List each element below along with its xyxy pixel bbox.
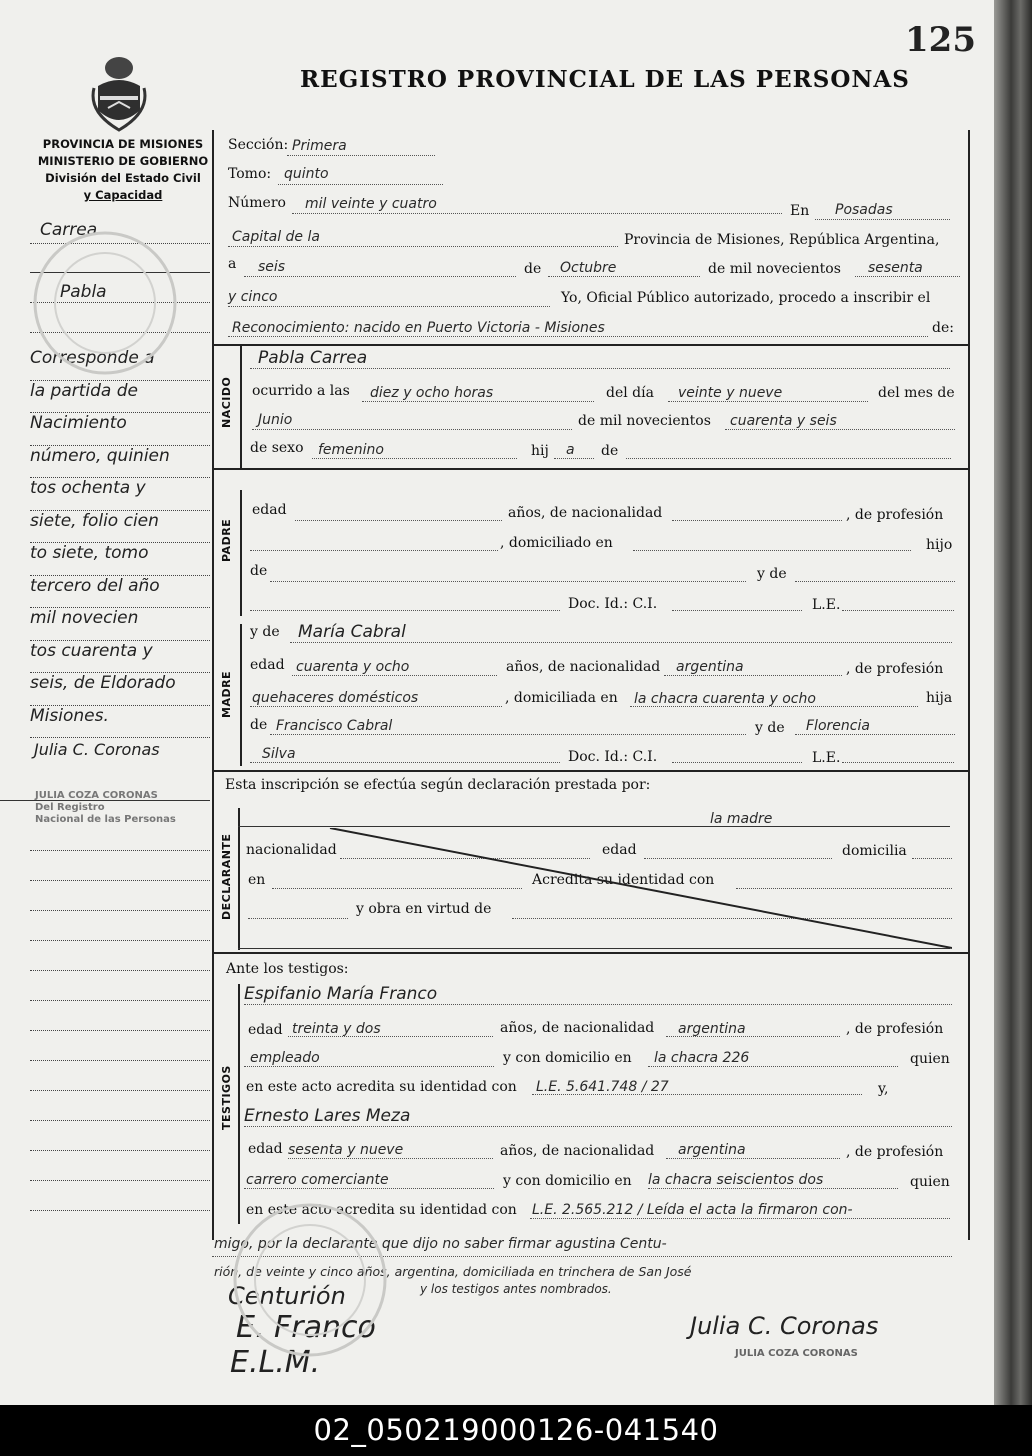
nacido-mes-value: Junio — [258, 412, 293, 428]
padre-nacionalidad-label: años, de nacionalidad — [508, 505, 663, 521]
margin-note-line: tos cuarenta y — [30, 641, 210, 674]
margin-note-line: tos ochenta y — [30, 478, 210, 511]
org-line-1: PROVINCIA DE MISIONES — [42, 137, 204, 151]
hij-label: hij — [531, 443, 549, 459]
document-id-footer: 02_050219000126-041540 — [0, 1405, 1032, 1456]
testigo-2-acredita-label: en este acto acredita su identidad con — [246, 1202, 517, 1218]
madre-section-label: MADRE — [220, 670, 233, 718]
madre-domicilio-value: la chacra cuarenta y ocho — [634, 691, 816, 707]
official-stamp: JULIA COZA CORONAS — [735, 1348, 858, 1359]
testigo-2-edad-label: edad — [248, 1141, 283, 1157]
testigo-1-documento: L.E. 5.641.748 / 27 — [536, 1079, 669, 1095]
declarante-domicilia-label: domicilia — [842, 843, 907, 859]
book-binding — [994, 0, 1032, 1405]
testigo-2-name: Ernesto Lares Meza — [244, 1106, 411, 1126]
declarante-value: la madre — [710, 811, 773, 827]
testigo-1-profesion-value: empleado — [250, 1050, 320, 1066]
anio-label: de mil novecientos — [708, 261, 841, 277]
margin-note-line: mil novecien — [30, 608, 210, 641]
madre-madre-value-2: Silva — [262, 746, 296, 762]
official-signature: Julia C. Coronas — [690, 1312, 879, 1340]
a-label: a — [228, 256, 237, 272]
madre-nacionalidad-value: argentina — [676, 659, 744, 675]
org-line-4: y Capacidad — [83, 188, 163, 202]
nacido-de-label: de — [601, 443, 619, 459]
acto-value: Reconocimiento: nacido en Puerto Victoria - Misiones — [232, 320, 605, 336]
numero-label: Número — [228, 195, 286, 211]
padre-de-label: de — [250, 563, 268, 579]
declarante-obra-label: y obra en virtud de — [356, 901, 492, 917]
testigo-2-profesion-value: carrero comerciante — [246, 1172, 389, 1188]
testigo-2-nacionalidad-value: argentina — [678, 1142, 746, 1158]
closing-line-3: y los testigos antes nombrados. — [420, 1282, 612, 1296]
madre-nacionalidad-label: años, de nacionalidad — [506, 659, 661, 675]
nacido-anio-label: de mil novecientos — [578, 413, 711, 429]
margin-note-line: to siete, tomo — [30, 543, 210, 576]
registry-title: REGISTRO PROVINCIAL DE LAS PERSONAS — [300, 66, 910, 93]
signature-1: Centurión — [228, 1282, 346, 1310]
tomo-label: Tomo: — [228, 166, 272, 182]
madre-y-de-label: y de — [250, 624, 280, 640]
margin-stamp-line-3: Nacional de las Personas — [35, 814, 176, 825]
madre-edad-value: cuarenta y ocho — [296, 659, 410, 675]
madre-profesion-label: , de profesión — [846, 661, 944, 677]
del-dia-label: del día — [606, 385, 654, 401]
form-right-border — [968, 130, 970, 1240]
seal-mark-icon — [230, 1200, 390, 1360]
padre-y-de-label: y de — [757, 566, 787, 582]
nacido-name-value: Pabla Carrea — [258, 348, 368, 368]
testigo-2-nacionalidad-label: años, de nacionalidad — [500, 1143, 655, 1159]
dia-value: seis — [258, 259, 286, 275]
margin-note-line: siete, folio cien — [30, 511, 210, 544]
seal-mark-icon — [30, 228, 180, 378]
de-end-label: de: — [932, 320, 954, 336]
testigo-1-edad-value: treinta y dos — [292, 1021, 381, 1037]
padre-top-rule — [212, 468, 968, 470]
anio-value: sesenta — [868, 260, 923, 276]
anio-value-2: y cinco — [228, 289, 278, 305]
testigo-2-edad-value: sesenta y nueve — [288, 1142, 404, 1158]
madre-le-label: L.E. — [812, 750, 841, 766]
margin-note — [30, 348, 210, 738]
testigo-2-documento: L.E. 2.565.212 / Leída el acta la firmaron con- — [532, 1202, 853, 1218]
sexo-value: femenino — [318, 442, 384, 458]
madre-madre-value: Florencia — [806, 718, 870, 734]
nacido-side-rule — [240, 344, 242, 468]
madre-y-de2-label: y de — [755, 720, 785, 736]
madre-profesion-value: quehaceres domésticos — [252, 690, 419, 706]
testigo-2-domicilio-value: la chacra seiscientos dos — [648, 1172, 824, 1188]
padre-domicilio-label: , domiciliado en — [500, 535, 613, 551]
madre-edad-label: edad — [250, 657, 285, 673]
nacido-anio-value: cuarenta y seis — [730, 413, 837, 429]
testigo-1-acredita-label: en este acto acredita su identidad con — [246, 1079, 517, 1095]
testigo-2-quien-label: quien — [910, 1174, 950, 1190]
testigo-1-y-label: y, — [878, 1081, 889, 1097]
nacido-top-rule — [212, 344, 968, 346]
page-number: 125 — [905, 20, 976, 60]
padre-le-label: L.E. — [812, 597, 841, 613]
testigo-1-nacionalidad-value: argentina — [678, 1021, 746, 1037]
margin-note-line: tercero del año — [30, 576, 210, 609]
tomo-value: quinto — [284, 166, 329, 182]
form-left-border — [212, 130, 214, 1240]
madre-padre-value: Francisco Cabral — [276, 718, 393, 734]
margin-note-line: seis, de Eldorado — [30, 673, 210, 706]
capital-value: Capital de la — [232, 229, 320, 245]
margin-given-name: Pabla — [60, 282, 107, 302]
margin-stamp-line-1: JULIA COZA CORONAS — [35, 790, 158, 801]
margin-note-line: Corresponde a — [30, 348, 210, 381]
madre-doc-label: Doc. Id.: C.I. — [568, 749, 658, 765]
padre-section-label: PADRE — [220, 518, 233, 562]
declarante-top-rule — [238, 826, 950, 827]
testigo-1-edad-label: edad — [248, 1022, 283, 1038]
closing-line-1: migo, por la declarante que dijo no saber firmar agustina Centu- — [214, 1236, 667, 1252]
org-line-3: División del Estado Civil — [45, 171, 201, 185]
margin-signature: Julia C. Coronas — [34, 740, 160, 759]
declarante-nacionalidad-label: nacionalidad — [246, 842, 337, 858]
madre-hija-label: hija — [926, 690, 953, 706]
hora-value: diez y ocho horas — [370, 385, 494, 401]
testigos-intro: Ante los testigos: — [226, 961, 349, 977]
testigos-side-rule — [238, 984, 240, 1224]
testigo-1-nacionalidad-label: años, de nacionalidad — [500, 1020, 655, 1036]
seccion-value: Primera — [292, 138, 347, 154]
declarante-en-label: en — [248, 872, 266, 888]
testigo-1-quien-label: quien — [910, 1051, 950, 1067]
declarante-edad-label: edad — [602, 842, 637, 858]
signature-2: E. Franco — [236, 1310, 376, 1345]
seccion-label: Sección: — [228, 137, 289, 153]
margin-note-line: Nacimiento — [30, 413, 210, 446]
padre-edad-label: edad — [252, 502, 287, 518]
margin-note-line: número, quinien — [30, 446, 210, 479]
testigo-1-profesion-label: , de profesión — [846, 1021, 944, 1037]
signature-3: E.L.M. — [230, 1345, 321, 1380]
margin-stamp — [35, 790, 215, 826]
margin-surname: Carrea — [40, 220, 98, 240]
madre-de-label: de — [250, 717, 268, 733]
de-label: de — [524, 261, 542, 277]
testigo-1-name: Espifanio María Franco — [244, 984, 438, 1004]
testigos-top-rule — [212, 952, 968, 954]
declarante-section-label: DECLARANTE — [220, 833, 233, 920]
testigo-1-domicilio-label: y con domicilio en — [503, 1050, 632, 1066]
margin-divider — [0, 800, 210, 801]
oficial-text: Yo, Oficial Público autorizado, procedo a inscribir el — [561, 290, 931, 306]
ocurrido-label: ocurrido a las — [252, 383, 350, 399]
testigo-2-profesion-label: , de profesión — [846, 1144, 944, 1160]
madre-domicilio-label: , domiciliada en — [505, 690, 618, 706]
numero-value: mil veinte y cuatro — [305, 196, 437, 212]
closing-line-2: rión, de veinte y cinco años, argentina, domiciliada en trinchera de San José — [214, 1264, 692, 1279]
declarante-strike-line — [240, 828, 952, 950]
margin-note-line: Misiones. — [30, 706, 210, 739]
en-value: Posadas — [835, 202, 893, 218]
padre-hijo-label: hijo — [926, 537, 953, 553]
margin-note-line: la partida de — [30, 381, 210, 414]
en-label: En — [790, 203, 810, 219]
org-line-2: MINISTERIO DE GOBIERNO — [37, 154, 209, 168]
testigo-1-domicilio-value: la chacra 226 — [654, 1050, 750, 1066]
testigo-2-domicilio-label: y con domicilio en — [503, 1173, 632, 1189]
sexo-label: de sexo — [250, 440, 304, 456]
madre-side-rule — [240, 624, 242, 766]
nacido-dia-value: veinte y nueve — [678, 385, 783, 401]
nacido-section-label: NACIDO — [220, 376, 233, 428]
padre-doc-label: Doc. Id.: C.I. — [568, 596, 658, 612]
provincia-text: Provincia de Misiones, República Argentina, — [624, 232, 940, 248]
del-mes-label: del mes de — [878, 385, 955, 401]
declarante-acredita-label: Acredita su identidad con — [532, 872, 715, 888]
issuing-authority — [28, 136, 218, 204]
hij-value: a — [566, 442, 575, 458]
inscripcion-text: Esta inscripción se efectúa según declaración prestada por: — [225, 777, 651, 793]
testigos-section-label: TESTIGOS — [220, 1065, 233, 1130]
inscripcion-top-rule — [212, 770, 968, 772]
padre-side-rule — [240, 490, 242, 616]
padre-profesion-label: , de profesión — [846, 507, 944, 523]
coat-of-arms-icon — [88, 52, 150, 132]
madre-name-value: María Cabral — [298, 622, 406, 642]
margin-stamp-line-2: Del Registro — [35, 802, 105, 813]
mes-value: Octubre — [560, 260, 617, 276]
